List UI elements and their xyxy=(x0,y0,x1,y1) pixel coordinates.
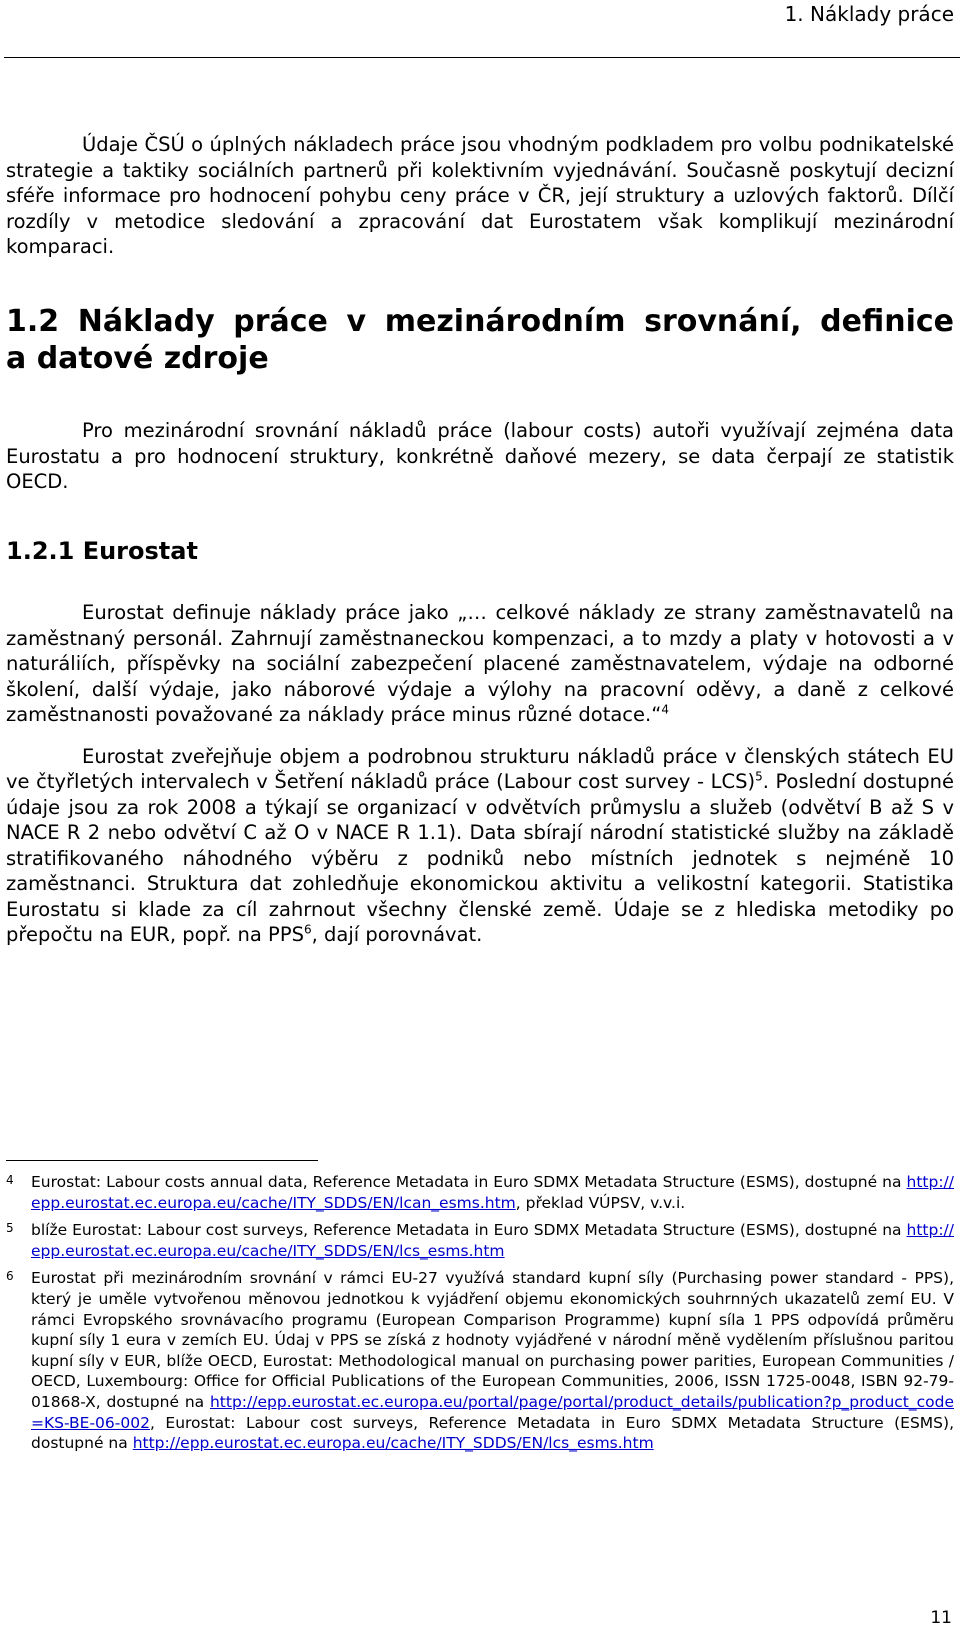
footnotes xyxy=(6,1172,954,1461)
footnote-text-a: blíže Eurostat: Labour cost surveys, Reference Metadata in Euro SDMX Metadata Structure (ESMS), dostupné na xyxy=(31,1221,907,1240)
footnote-text xyxy=(31,1220,954,1261)
footnote-6 xyxy=(6,1268,954,1453)
eurostat-definition-paragraph xyxy=(6,600,954,728)
survey-text-b: . Poslední dostupné údaje jsou za rok 2008 a týkají se organizací v odvětvích průmyslu a služeb (odvětví B až S v NACE R 2 nebo odvětví C až O v NACE R 1.1). Data sbírají národní statistické služby na základě stratifikovaného náhodného výběru z podniků nebo místních jednotek s nejméně 10 zaměstnanci. Struktura dat zohledňuje ekonomickou aktivitu a velikostní kategorii. Statistika Eurostatu si klade za cíl zahrnout všechny členské země. Údaje se z hlediska metodiky po přepočtu na EUR, popř. na PPS xyxy=(6,770,954,946)
footnote-ref-4[interactable]: 4 xyxy=(661,702,669,717)
running-header: 1. Náklady práce xyxy=(784,2,954,26)
footnote-text xyxy=(31,1172,954,1213)
section-1-2-1-body xyxy=(6,600,954,948)
header-rule xyxy=(4,57,960,58)
footnote-text-b: , Eurostat: Labour cost surveys, Reference Metadata in Euro SDMX Metadata Structure (ESMS), dostupné na xyxy=(31,1413,954,1453)
section-heading-line1: 1.2 Náklady práce v mezinárodním srovnání, definice xyxy=(6,304,954,339)
footnote-number: 4 xyxy=(6,1173,14,1187)
footnote-link[interactable]: http://epp.eurostat.ec.europa.eu/portal/page/portal/product_details/publication?p_product_code=KS-BE-06-002 xyxy=(31,1392,954,1432)
survey-text-a: Eurostat zveřejňuje objem a podrobnou strukturu nákladů práce v členských státech EU ve čtyřletých intervalech v Šetření nákladů práce (Labour cost survey - LCS) xyxy=(6,744,954,793)
footnote-5 xyxy=(6,1220,954,1261)
footnote-separator xyxy=(6,1160,318,1161)
definition-text: Eurostat definuje náklady práce jako „… celkové náklady ze strany zaměstnavatelů na zaměstnaný personál. Zahrnují zaměstnaneckou kompenzaci, a to mzdy a platy v hotovosti a v naturáliích, příspěvky na sociální zabezpečení placené zaměstnavatelem, výdaje na odborné školení, další výdaje, jako náborové výdaje a výlohy na pracovní oděvy, a daně z celkové zaměstnanosti považované za náklady práce minus různé dotace.“ xyxy=(6,601,954,726)
eurostat-survey-paragraph xyxy=(6,744,954,948)
footnote-4 xyxy=(6,1172,954,1213)
section-heading-line2: a datové zdroje xyxy=(6,341,269,376)
survey-text-c: , dají porovnávat. xyxy=(311,923,483,946)
footnote-number: 5 xyxy=(6,1221,14,1236)
footnote-number: 6 xyxy=(6,1269,14,1284)
footnote-ref-5[interactable]: 5 xyxy=(755,769,763,784)
section-1-2-paragraph: Pro mezinárodní srovnání nákladů práce (labour costs) autoři využívají zejména data Eurostatu a pro hodnocení struktury, konkrétně daňové mezery, se data čerpají ze statistik OECD. xyxy=(6,419,954,493)
footnote-link[interactable]: http://epp.eurostat.ec.europa.eu/cache/ITY_SDDS/EN/lcs_esms.htm xyxy=(31,1221,954,1260)
footnote-link-2[interactable]: http://epp.eurostat.ec.europa.eu/cache/ITY_SDDS/EN/lcs_esms.htm xyxy=(132,1434,654,1453)
subsection-heading-1-2-1: 1.2.1 Eurostat xyxy=(6,537,198,565)
section-heading-1-2 xyxy=(6,303,954,377)
intro-paragraph: Údaje ČSÚ o úplných nákladech práce jsou vhodným podkladem pro volbu podnikatelské strategie a taktiky sociálních partnerů při kolektivním vyjednávání. Současně poskytují decizní sféře informace pro hodnocení pohybu ceny práce v ČR, její struktury a uzlových faktorů. Dílčí rozdíly v metodice sledování a zpracování dat Eurostatem však komplikují mezinárodní komparaci. xyxy=(6,133,954,258)
footnote-text-b: , překlad VÚPSV, v.v.i. xyxy=(515,1193,686,1212)
footnote-text xyxy=(31,1268,954,1453)
intro-section xyxy=(6,132,954,260)
footnote-link[interactable]: http://epp.eurostat.ec.europa.eu/cache/ITY_SDDS/EN/lcan_esms.htm xyxy=(31,1173,954,1212)
footnote-ref-6[interactable]: 6 xyxy=(303,922,312,937)
section-1-2-body xyxy=(6,418,954,495)
footnote-text-a: Eurostat při mezinárodním srovnání v rámci EU-27 využívá standard kupní síly (Purchasing power standard - PPS), který je uměle vytvořenou měnovou jednotkou k vyjádření objemu ekonomických souhrnných ukazatelů zemí EU. V rámci Evropského srovnávacího programu (European Comparison Programme) kupní síla 1 PPS odpovídá průměru kupní síly 1 eura v zemích EU. Údaj v PPS se získá z hodnoty vyjádřené v národní měně vydělením příslušnou paritou kupní síly v EUR, blíže OECD, Eurostat: Methodological manual on purchasing power parities, European Communities / OECD, Luxembourg: Office for Official Publications of the European Communities, 2006, ISSN 1725-0048, ISBN 92-79-01868-X, dostupné na xyxy=(31,1269,954,1411)
page-number: 11 xyxy=(930,1608,952,1628)
footnote-text-a: Eurostat: Labour costs annual data, Reference Metadata in Euro SDMX Metadata Structure (ESMS), dostupné na xyxy=(31,1173,907,1191)
